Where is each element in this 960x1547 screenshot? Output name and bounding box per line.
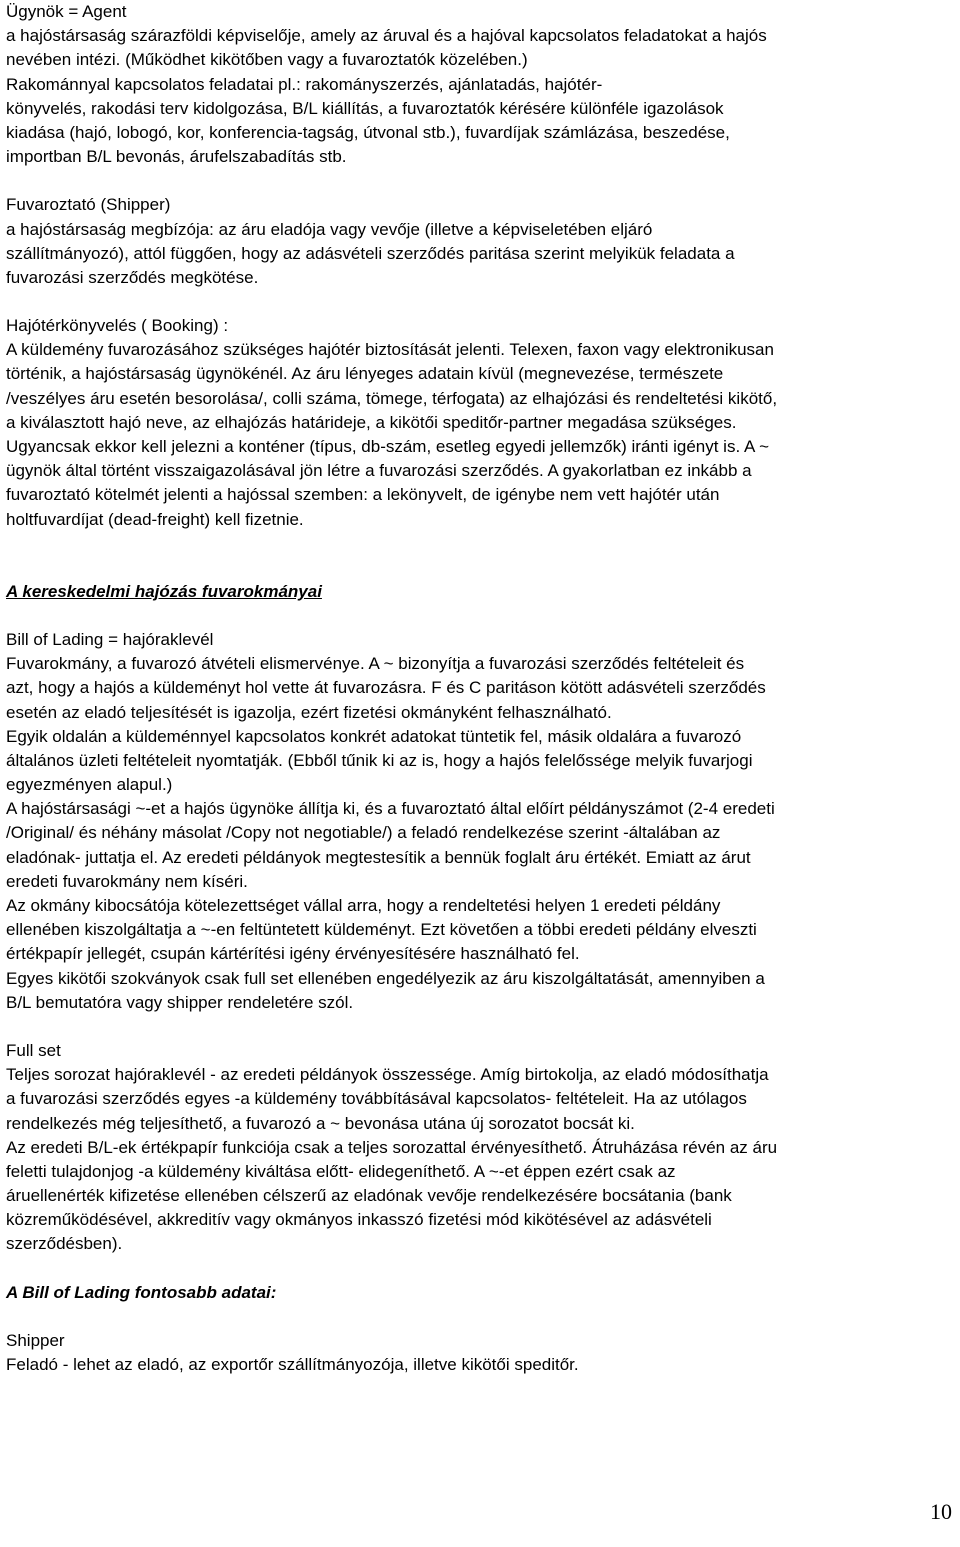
page-number: 10 [930, 1499, 952, 1524]
agent-line: kiadása (hajó, lobogó, kor, konferencia-tagság, útvonal stb.), fuvardíjak számlázása, beszedése, [6, 122, 730, 142]
bol-line: Egyes kikötői szokványok csak full set ellenében engedélyezik az áru kiszolgáltatását, amennyiben a [6, 968, 765, 988]
agent-line: nevében intézi. (Működhet kikötőben vagy a fuvaroztatók közelében.) [6, 50, 528, 70]
bol-line: Egyik oldalán a küldeménnyel kapcsolatos konkrét adatokat tüntetik fel, másik oldalára a fuvarozó [6, 726, 742, 746]
bol-line: értékpapír jellegét, csupán kártérítési igény érvényesítésére használható fel. [6, 944, 580, 964]
booking-line: fuvaroztató kötelmét jelenti a hajóssal szemben: a lekönyvelt, de igénybe nem vett hajótér után [6, 485, 720, 505]
agent-line: Rakománnyal kapcsolatos feladatai pl.: rakományszerzés, ajánlatadás, hajótér- [6, 74, 603, 94]
fullset-section [6, 1039, 950, 1257]
agent-line: importban B/L bevonás, árufelszabadítás stb. [6, 147, 347, 167]
fullset-line: Teljes sorozat hajóraklevél - az eredeti példányok összessége. Amíg birtokolja, az eladó módosíthatja [6, 1065, 769, 1085]
bol-line: Az okmány kibocsátója kötelezettséget vállal arra, hogy a rendeltetési helyen 1 eredeti példány [6, 896, 721, 915]
booking-title: Hajótérkönyvelés ( Booking) : [6, 316, 229, 336]
fullset-line: rendelkezés még teljesíthető, a fuvarozó a ~ bevonása utána új sorozatot bocsát ki. [6, 1113, 635, 1133]
fullset-title: Full set [6, 1040, 61, 1060]
shipper-line: fuvarozási szerződés megkötése. [6, 267, 259, 287]
booking-line: A küldemény fuvarozásához szükséges hajótér biztosítását jelenti. Telexen, faxon vagy elektronikusan [6, 340, 774, 360]
fullset-line: feletti tulajdonjog -a küldemény kiváltása előtt- elidegeníthető. A ~-et éppen ezért csak az [6, 1161, 676, 1181]
bol-data-heading: A Bill of Lading fontosabb adatai: [6, 1282, 277, 1302]
section-heading: A kereskedelmi hajózás fuvarokmányai [6, 581, 322, 601]
bol-line: ellenében kiszolgáltatja a ~-en feltüntetett küldeményt. Ezt követően a többi eredeti példány elveszti [6, 920, 757, 940]
bol-line: általános üzleti feltételeit nyomtatják. (Ebből tűnik ki az is, hogy a hajós felelőssége melyik fuvarjogi [6, 750, 753, 770]
shipper-title: Fuvaroztató (Shipper) [6, 195, 171, 215]
fullset-line: közreműködésével, akkreditív vagy okmányos inkasszó fizetési mód kikötésével az adásvételi [6, 1210, 712, 1230]
bol-line: Fuvarokmány, a fuvarozó átvételi elismervénye. A ~ bizonyítja a fuvarozási szerződés feltételeit és [6, 654, 745, 674]
shipper2-title: Shipper [6, 1330, 65, 1350]
bol-line: A hajóstársasági ~-et a hajós ügynöke állítja ki, és a fuvaroztató által előírt példányszámot (2-4 eredeti [6, 799, 775, 819]
bol-line: eredeti fuvarokmány nem kíséri. [6, 871, 248, 891]
agent-title: Ügynök = Agent [6, 2, 127, 21]
bol-line: egyezményen alapul.) [6, 775, 173, 795]
shipper2-section [6, 1329, 950, 1377]
shipper-line: szállítmányozó), attól függően, hogy az adásvételi szerződés paritása szerint melyikük feladata a [6, 243, 735, 263]
booking-line: történik, a hajóstársaság ügynökénél. Az áru lényeges adatain kívül (megnevezése, természete [6, 364, 724, 384]
booking-line: /veszélyes áru esetén besorolása/, colli száma, tömege, térfogata) az elhajózási és rendeltetési kikötő, [6, 388, 778, 408]
shipper-line: a hajóstársaság megbízója: az áru eladója vagy vevője (illetve a képviseletében eljáró [6, 219, 653, 239]
bol-section [6, 628, 950, 1015]
agent-line: a hajóstársaság szárazföldi képviselője, amely az áruval és a hajóval kapcsolatos feladatokat a hajós [6, 26, 767, 46]
bol-line: esetén az eladó teljesítését is igazolja, ezért fizetési okmányként felhasználható. [6, 702, 612, 722]
agent-section [6, 0, 950, 169]
fullset-line: szerződésben). [6, 1234, 123, 1254]
shipper-section [6, 193, 950, 290]
shipper2-line: Feladó - lehet az eladó, az exportőr szállítmányozója, illetve kikötői speditőr. [6, 1355, 579, 1374]
booking-line: ügynök által történt visszaigazolásával jön létre a fuvarozási szerződés. A gyakorlatban ez inkább a [6, 461, 752, 481]
bol-title: Bill of Lading = hajóraklevél [6, 629, 214, 649]
booking-line: holtfuvardíjat (dead-freight) kell fizetnie. [6, 509, 304, 529]
fullset-line: a fuvarozási szerződés egyes -a küldemény továbbításával kapcsolatos- feltételeit. Ha az utólagos [6, 1089, 747, 1109]
fullset-line: áruellenérték kifizetése ellenében célszerű az eladónak vevője rendelkezésére bocsátania (bank [6, 1186, 732, 1206]
bol-line: azt, hogy a hajós a küldeményt hol vette át fuvarozásra. F és C paritáson kötött adásvételi szerződés [6, 678, 766, 698]
booking-line: a kiválasztott hajó neve, az elhajózás határideje, a kikötői speditőr-partner megadása szükséges. [6, 412, 737, 432]
bol-line: B/L bemutatóra vagy shipper rendeletére szól. [6, 992, 354, 1012]
document-page [6, 0, 950, 1377]
booking-section [6, 314, 950, 532]
bol-line: eladónak- juttatja el. Az eredeti példányok megtestesítik a bennük foglalt áru értékét. Emiatt az árut [6, 847, 751, 867]
bol-line: /Original/ és néhány másolat /Copy not negotiable/) a feladó rendelkezése szerint -általában az [6, 823, 721, 843]
booking-line: Ugyancsak ekkor kell jelezni a konténer (típus, db-szám, esetleg egyedi jellemzők) iránti igényt is. A ~ [6, 437, 770, 456]
fullset-line: Az eredeti B/L-ek értékpapír funkciója csak a teljes sorozattal érvényesíthető. Átruházása révén az áru [6, 1137, 778, 1157]
agent-line: könyvelés, rakodási terv kidolgozása, B/L kiállítás, a fuvaroztatók kérésére különféle igazolások [6, 98, 724, 118]
